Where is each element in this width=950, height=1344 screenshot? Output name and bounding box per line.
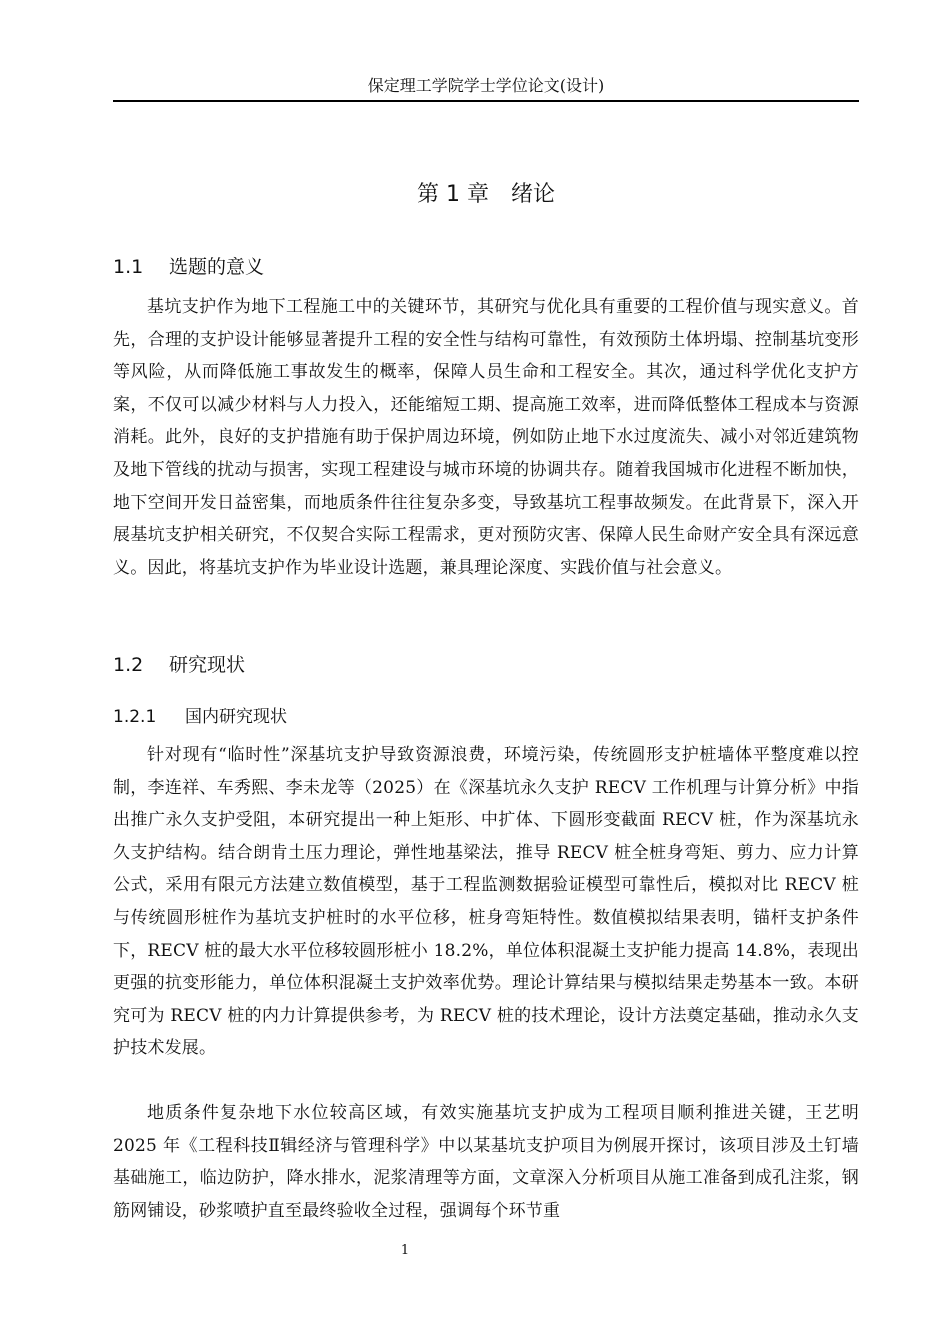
body-paragraph-domestic-1: 针对现有“临时性”深基坑支护导致资源浪费，环境污染，传统圆形支护桩墙体平整度难以控制，李连祥、车秀熙、李未龙等（2025）在《深基坑永久支护 RECV 工作机理与计算分析》中指出推广永久支护受阻，本研究提出一种上矩形、中扩体、下圆形变截面 RECV 桩，作为深基坑永久支护结构。结合朗肯土压力理论，弹性地基梁法，推导 RECV 桩全桩身弯矩、剪力、应力计算公式，采用有限元方法建立数值模型，基于工程监测数据验证模型可靠性后，模拟对比 RECV 桩与传统圆形桩作为基坑支护桩时的水平位移，桩身弯矩特性。数值模拟结果表明，锚杆支护条件下，RECV 桩的最大水平位移较圆形桩小 18.2%，单位体积混凝土支护能力提高 14.8%，表现出更强的抗变形能力，单位体积混凝土支护效率优势。理论计算结果与模拟结果走势基本一致。本研究可为 RECV 桩的内力计算提供参考，为 RECV 桩的技术理论，设计方法奠定基础，推动永久支护技术发展。 (113, 745, 859, 1059)
header-rule (113, 100, 859, 102)
section-number: 1.1 (113, 256, 144, 278)
body-paragraph-significance: 基坑支护作为地下工程施工中的关键环节，其研究与优化具有重要的工程价值与现实意义。首先，合理的支护设计能够显著提升工程的安全性与结构可靠性，有效预防土体坍塌、控制基坑变形等风险，从而降低施工事故发生的概率，保障人员生命和工程安全。其次，通过科学优化支护方案，不仅可以减少材料与人力投入，还能缩短工期、提高施工效率，进而降低整体工程成本与资源消耗。此外，良好的支护措施有助于保护周边环境，例如防止地下水过度流失、减小对邻近建筑物及地下管线的扰动与损害，实现工程建设与城市环境的协调共存。随着我国城市化进程不断加快，地下空间开发日益密集，而地质条件往往复杂多变，导致基坑工程事故频发。在此背景下，深入开展基坑支护相关研究，不仅契合实际工程需求，更对预防灾害、保障人民生命财产安全具有深远意义。因此，将基坑支护作为毕业设计选题，兼具理论深度、实践价值与社会意义。 (113, 297, 859, 578)
page-number: 1 (400, 1243, 410, 1258)
body-paragraph-domestic-2: 地质条件复杂地下水位较高区域，有效实施基坑支护成为工程项目顺利推进关键，王艺明 2025 年《工程科技Ⅱ辑经济与管理科学》中以某基坑支护项目为例展开探讨，该项目涉及土钉墙基础施工，临边防护，降水排水，泥浆清理等方面，文章深入分析项目从施工准备到成孔注浆，钢筋网铺设，砂浆喷护直至最终验收全过程，强调每个环节重 (113, 1103, 859, 1221)
section-heading-1-1 (113, 254, 264, 280)
section-title: 选题的意义 (169, 256, 265, 278)
running-header: 保定理工学院学士学位论文(设计) (367, 76, 605, 95)
section-heading-1-2 (113, 652, 245, 678)
subsection-number: 1.2.1 (113, 707, 157, 727)
chapter-title: 第 1 章 绪论 (417, 182, 555, 207)
section-title: 研究现状 (169, 654, 246, 676)
subsection-title: 国内研究现状 (185, 707, 287, 727)
section-number: 1.2 (113, 654, 144, 676)
subsection-heading-1-2-1 (113, 705, 287, 729)
